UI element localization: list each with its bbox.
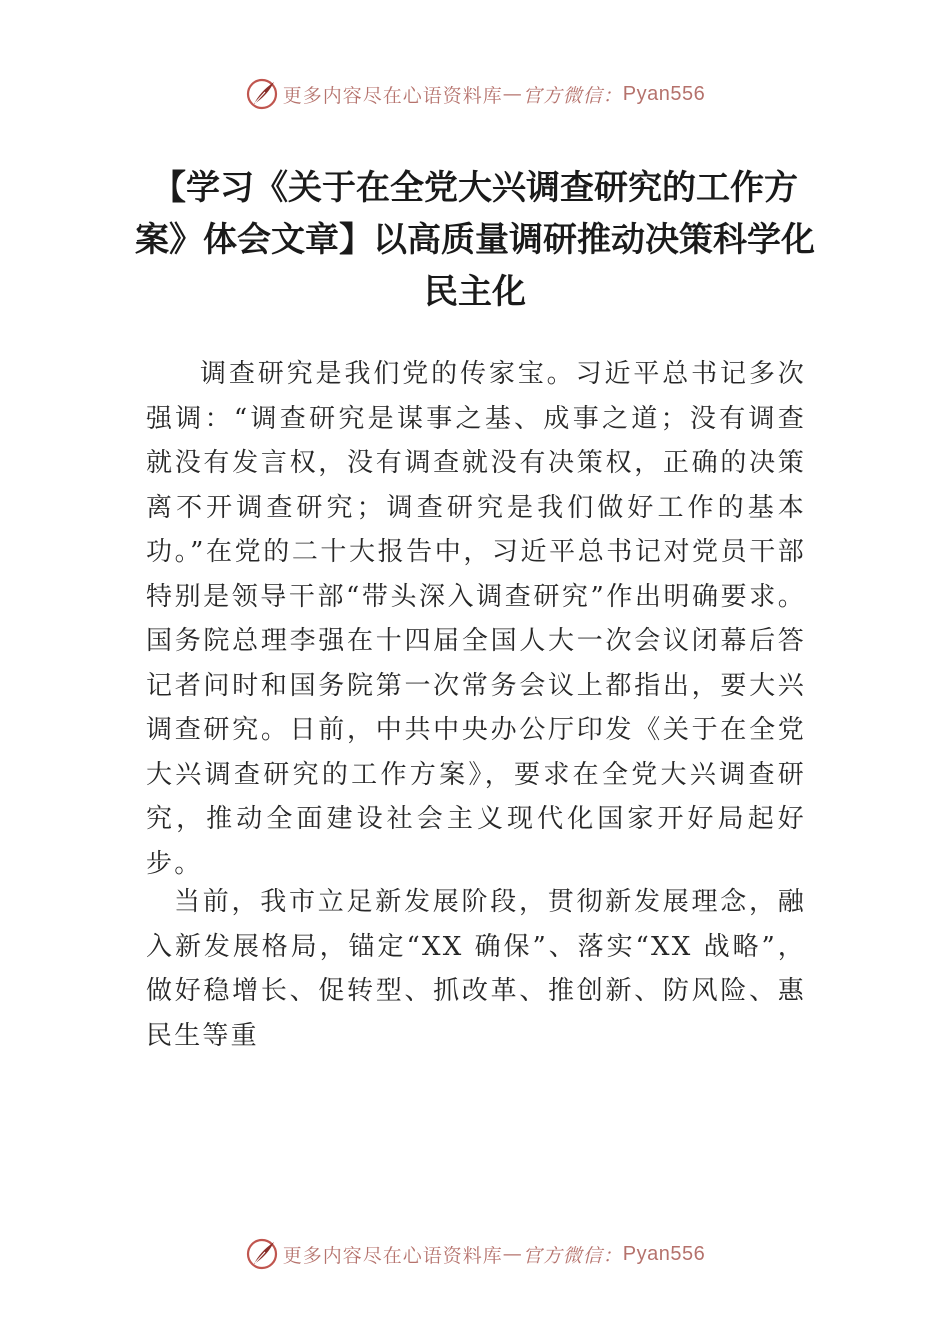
footer-watermark <box>0 1234 950 1274</box>
watermark-wechat-id: Pyan556 <box>622 82 706 105</box>
watermark-label: 官方微信： <box>522 1244 623 1267</box>
watermark-label: 官方微信： <box>522 84 623 107</box>
watermark-dash: — <box>502 83 523 105</box>
quill-pen-logo-icon <box>245 1237 279 1271</box>
quill-pen-logo-icon <box>245 77 279 111</box>
header-watermark <box>0 74 950 114</box>
watermark-brand: 更多内容尽在心语资料库 <box>282 1244 503 1267</box>
document-title: 【学习《关于在全党大兴调查研究的工作方案》体会文章】以高质量调研推动决策科学化民主化 <box>135 168 815 312</box>
paragraph-2: 当前，我市立足新发展阶段，贯彻新发展理念，融入新发展格局，锚定“XX 确保”、落实“XX 战略”，做好稳增长、促转型、抓改革、推创新、防风险、惠民生等重 <box>146 887 806 1051</box>
watermark-wechat-id: Pyan556 <box>622 1242 706 1265</box>
watermark-dash: — <box>502 1243 523 1265</box>
paragraph-1: 调查研究是我们党的传家宝。习近平总书记多次强调：“调查研究是谋事之基、成事之道；没有调查就没有发言权，没有调查就没有决策权，正确的决策离不开调查研究；调查研究是我们做好工作的基本功。”在党的二十大报告中，习近平总书记对党员干部特别是领导干部“带头深入调查研究”作出明确要求。国务院总理李强在十四届全国人大一次会议闭幕后答记者问时和国务院第一次常务会议上都指出，要大兴调查研究。日前，中共中央办公厅印发《关于在全党大兴调查研究的工作方案》，要求在全党大兴调查研究，推动全面建设社会主义现代化国家开好局起好步。 <box>146 359 806 879</box>
watermark-brand: 更多内容尽在心语资料库 <box>282 84 503 107</box>
